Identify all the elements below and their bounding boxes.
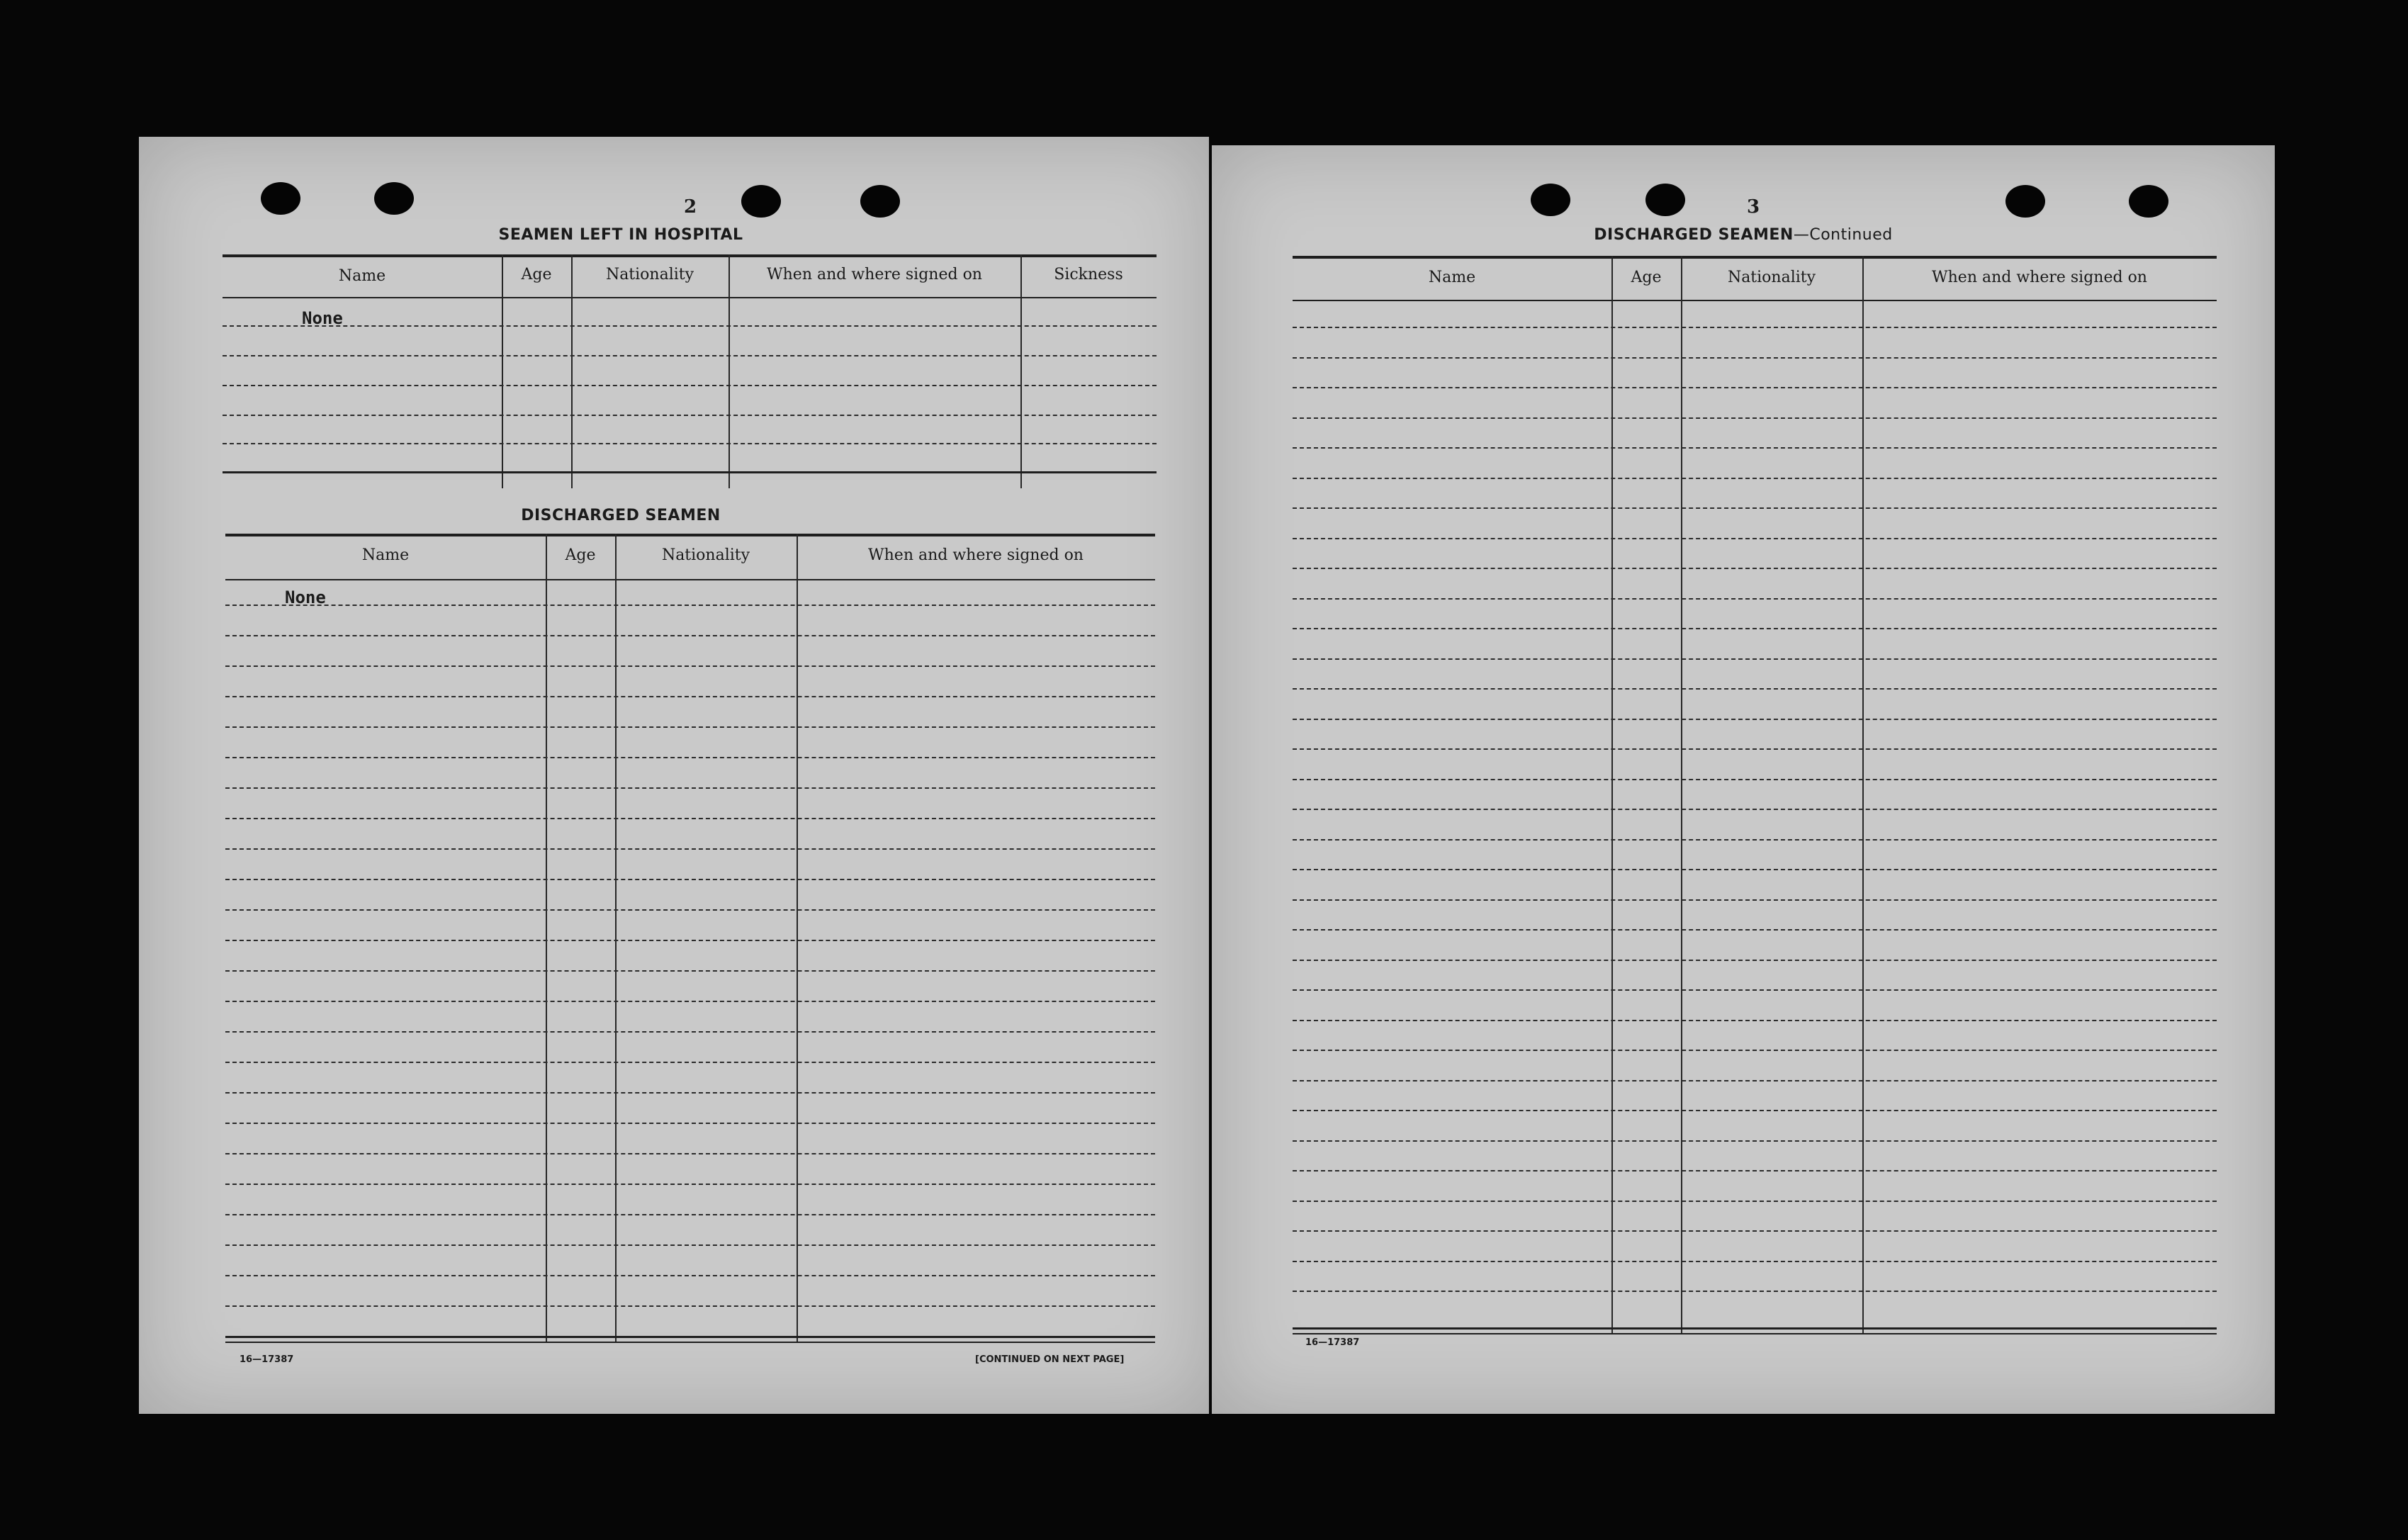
row-line: [225, 848, 1155, 850]
row-line: [225, 696, 1155, 697]
row-line: [225, 1305, 1155, 1307]
form-number: 16—17387: [240, 1354, 294, 1365]
table-bottom-rule: [1293, 1333, 2217, 1334]
column-header-nationality: Nationality: [605, 266, 694, 283]
form-number: 16—17387: [1305, 1337, 1360, 1348]
row-line: [1293, 748, 2217, 750]
row-line: [1293, 1170, 2217, 1171]
row-line: [225, 879, 1155, 880]
row-line: [1293, 357, 2217, 359]
discharged-section-title: DISCHARGED SEAMEN: [521, 507, 721, 524]
row-line: [1293, 478, 2217, 479]
column-divider: [615, 534, 617, 1342]
discharged-continued-table: [1293, 256, 2217, 1334]
column-header-name: Name: [1428, 269, 1476, 286]
row-line: [225, 1184, 1155, 1185]
row-line: [225, 757, 1155, 758]
column-divider: [571, 254, 573, 488]
row-line: [1293, 899, 2217, 901]
table-bottom-rule: [223, 471, 1157, 473]
column-header-name: Name: [338, 267, 386, 285]
row-line: [1293, 1201, 2217, 1202]
row-line: [225, 1123, 1155, 1124]
right-page: [1212, 145, 2275, 1414]
row-line: [1293, 1291, 2217, 1292]
table-bottom-rule: [225, 1336, 1155, 1338]
row-line: [1293, 869, 2217, 870]
row-line: [1293, 688, 2217, 690]
row-line: [225, 1275, 1155, 1276]
row-line: [1293, 1261, 2217, 1262]
row-line: [1293, 1110, 2217, 1111]
row-line: [225, 1001, 1155, 1002]
row-line: [1293, 658, 2217, 660]
left-page: [139, 137, 1209, 1414]
row-line: [1293, 568, 2217, 569]
right-section-title: [1488, 226, 1998, 244]
row-line: [223, 385, 1157, 386]
row-line: [1293, 417, 2217, 419]
column-header-age: Age: [565, 546, 596, 564]
row-line: [225, 909, 1155, 911]
column-header-name: Name: [361, 546, 410, 564]
row-line: [1293, 1230, 2217, 1232]
row-line: [1293, 628, 2217, 629]
punch-hole: [860, 185, 900, 218]
row-line: [1293, 1020, 2217, 1021]
row-line: [1293, 1050, 2217, 1051]
right-title-suffix: —Continued: [1793, 226, 1893, 244]
row-line: [1293, 839, 2217, 841]
column-header-age: Age: [521, 266, 552, 283]
row-line: [1293, 1140, 2217, 1142]
column-divider: [797, 534, 798, 1342]
table-bottom-rule: [225, 1342, 1155, 1343]
row-line: [1293, 327, 2217, 328]
column-header-nationality: Nationality: [661, 546, 750, 564]
column-header-signed-on: When and where signed on: [868, 546, 1084, 564]
row-line: [1293, 387, 2217, 388]
punch-hole: [2129, 185, 2168, 218]
hospital-section-title: SEAMEN LEFT IN HOSPITAL: [498, 226, 743, 244]
right-title-main: DISCHARGED SEAMEN: [1594, 226, 1794, 244]
hospital-table: [223, 254, 1157, 488]
row-line: [223, 355, 1157, 356]
row-line: [225, 970, 1155, 972]
row-line: [1293, 779, 2217, 780]
row-line: [1293, 989, 2217, 991]
column-divider: [1020, 254, 1022, 488]
row-line: [225, 1031, 1155, 1033]
table-bottom-rule: [1293, 1327, 2217, 1330]
row-line: [1293, 960, 2217, 961]
row-line: [225, 940, 1155, 941]
continued-note: [CONTINUED ON NEXT PAGE]: [975, 1354, 1125, 1365]
punch-hole: [1531, 184, 1570, 216]
row-line: [223, 415, 1157, 416]
row-line: [1293, 1080, 2217, 1081]
row-line: [225, 787, 1155, 789]
row-line: [1293, 929, 2217, 931]
punch-hole: [261, 182, 300, 215]
column-header-signed-on: When and where signed on: [1932, 269, 2147, 286]
punch-hole: [374, 182, 414, 215]
row-line: [1293, 809, 2217, 810]
row-line: [225, 1153, 1155, 1154]
row-line: [225, 635, 1155, 636]
row-line: [1293, 447, 2217, 449]
row-line: [223, 443, 1157, 444]
row-line: [225, 605, 1155, 606]
column-header-sickness: Sickness: [1054, 266, 1123, 283]
column-header-nationality: Nationality: [1727, 269, 1816, 286]
punch-hole: [1645, 184, 1685, 216]
row-line: [1293, 538, 2217, 539]
discharged-table: [225, 534, 1155, 1342]
discharged-entry-name: None: [285, 588, 326, 607]
column-divider: [728, 254, 730, 488]
row-line: [225, 1244, 1155, 1246]
column-header-signed-on: When and where signed on: [767, 266, 982, 283]
page-number: 3: [1746, 196, 1760, 218]
punch-hole: [2005, 185, 2045, 218]
column-divider: [546, 534, 547, 1342]
punch-hole: [741, 185, 781, 218]
page-number: 2: [683, 196, 697, 218]
row-line: [225, 1092, 1155, 1094]
row-line: [1293, 598, 2217, 600]
row-line: [223, 325, 1157, 327]
hospital-entry-name: None: [302, 308, 343, 328]
row-line: [1293, 719, 2217, 720]
row-line: [1293, 507, 2217, 509]
row-line: [225, 1062, 1155, 1063]
row-line: [225, 1214, 1155, 1215]
row-line: [225, 818, 1155, 819]
row-line: [225, 726, 1155, 728]
row-line: [225, 665, 1155, 667]
column-divider: [502, 254, 503, 488]
column-header-age: Age: [1631, 269, 1662, 286]
